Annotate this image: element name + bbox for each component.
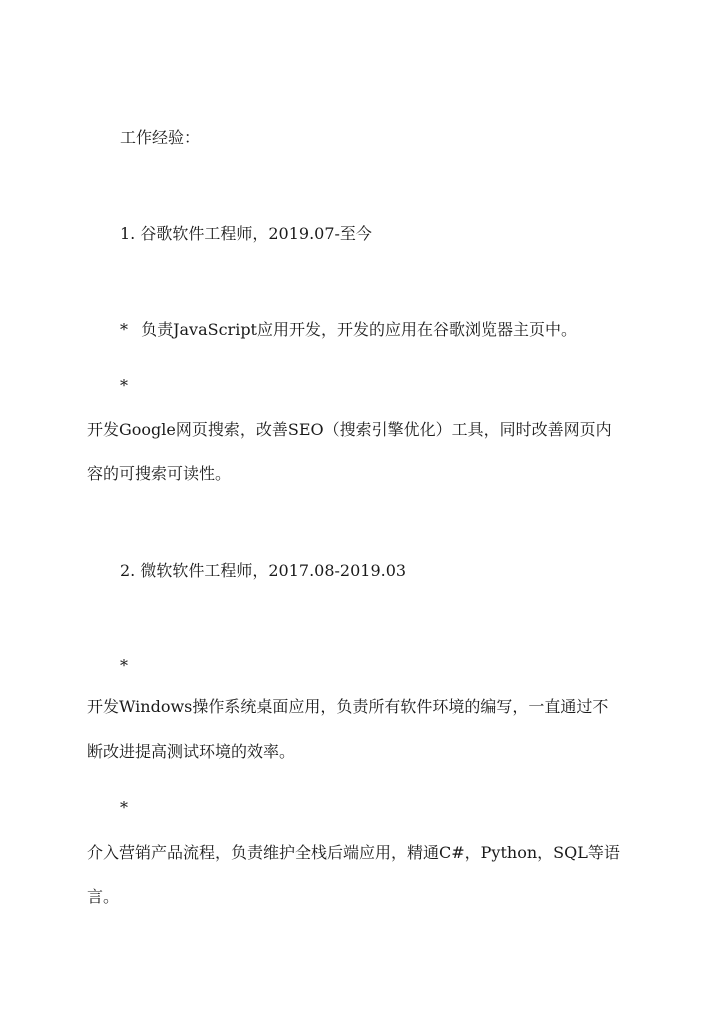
bullet-text: 负责JavaScript应用开发，开发的应用在谷歌浏览器主页中。 bbox=[141, 320, 577, 339]
job-1-bullet-2-text-line-2: 容的可搜索可读性。 bbox=[87, 464, 232, 483]
section-heading: 工作经验： bbox=[120, 128, 201, 147]
job-2-bullet-2-text-line-2: 言。 bbox=[87, 887, 120, 906]
job-title-2: 2. 微软软件工程师，2017.08-2019.03 bbox=[120, 561, 407, 580]
bullet-marker: * bbox=[120, 320, 128, 339]
job-2-bullet-1-text-line-2: 断改进提高测试环境的效率。 bbox=[87, 742, 296, 761]
job-1-bullet-2-text-line-1: 开发Google网页搜索，改善SEO（搜索引擎优化）工具，同时改善网页内 bbox=[87, 420, 612, 439]
job-2-bullet-1-text-line-1: 开发Windows操作系统桌面应用，负责所有软件环境的编写，一直通过不 bbox=[87, 697, 609, 716]
job-2-bullet-2-text-line-1: 介入营销产品流程，负责维护全栈后端应用，精通C#，Python，SQL等语 bbox=[87, 843, 620, 862]
job-2-bullet-2-marker: * bbox=[120, 798, 128, 817]
job-2-bullet-1-marker: * bbox=[120, 656, 128, 675]
job-title-1: 1. 谷歌软件工程师，2019.07-至今 bbox=[120, 224, 372, 243]
job-1-bullet-1 bbox=[120, 320, 577, 340]
job-1-bullet-2-marker: * bbox=[120, 376, 128, 395]
